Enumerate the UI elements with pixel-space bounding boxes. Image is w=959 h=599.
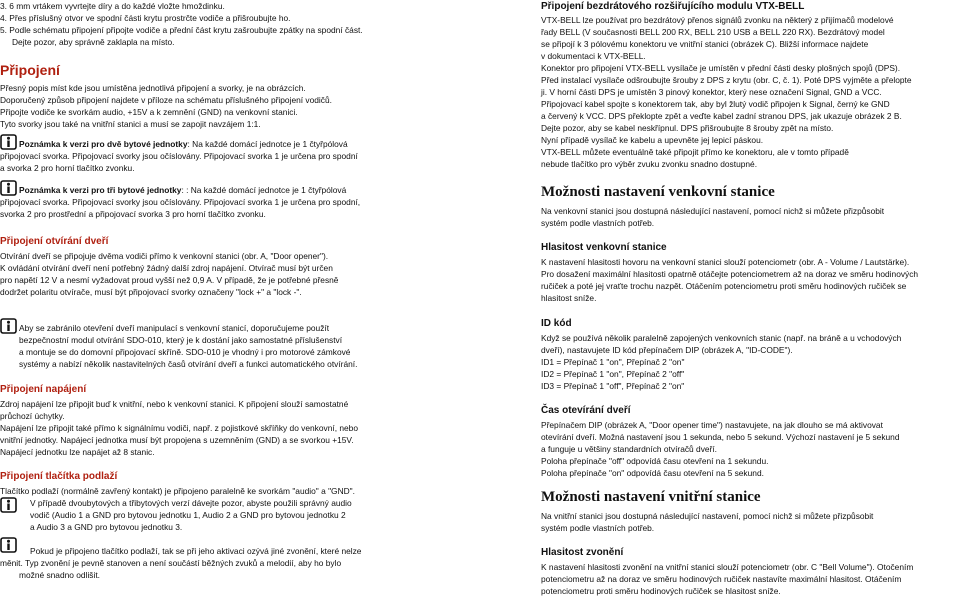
text-line: se připojí k 3 pólovému konektoru ve vnitřní stanici (obrázek C). Bližší informace najdete: [541, 39, 869, 49]
note-line: Pokud je připojeno tlačítko podlaží, tak se při jeho aktivaci ozývá jiné zvonění, které nelze: [30, 546, 362, 556]
text-line: systém podle vlastních potřeb.: [541, 218, 655, 228]
note-sdo: [0, 322, 523, 370]
text-line: K ovládání otvírání dveří není potřebný žádný další zdroj napájení. Otvírač musí být určen: [0, 263, 333, 273]
text-line: Pro dosažení maximální hlasitosti opatrně otáčejte potenciometrem až na doraz ve směru hodinových: [541, 269, 919, 279]
note-line: připojovací svorka. Připojovací svorky jsou očíslovány. Připojovací svorka 1 je určena pro spodní: [0, 151, 358, 161]
id-code-paragraph: [541, 332, 959, 392]
text-line: Na venkovní stanici jsou dostupná následující nastavení, pomocí nichž si můžete přizpůsobit: [541, 206, 885, 216]
info-icon: [0, 497, 17, 513]
text-line: Otvírání dveří se připojuje dvěma vodiči přímo k venkovní stanici (obr. A, "Door opener").: [0, 251, 329, 261]
text-line: pro napětí 12 V a nesmí vyžadovat proud vyšší než 0,9 A. V případě, že je potřebné přesně: [0, 275, 339, 285]
text-line: dveří), nastavujete ID kód přepínačem DIP (obrázek A, "ID-CODE").: [541, 345, 793, 355]
text-line: systém podle vlastních potřeb.: [541, 523, 655, 533]
bell-volume-paragraph: [541, 561, 959, 597]
section-heading-power: Připojení napájení: [0, 384, 87, 395]
note-line: a montuje se do domovní připojovací skříně. SDO-010 je vhodný i pro motorové zámkové: [19, 347, 351, 357]
note-title: Poznámka k verzi pro dvě bytové jednotky: [19, 139, 188, 149]
text-line: Když se používá několik paralelně zapojených venkovních stanic (např. na bráně a u vchodových: [541, 333, 902, 343]
vtx-paragraph: [541, 14, 959, 170]
text-line: Připojovací kabel spojte s konektorem tak, aby byl žlutý vodič připojen k Signal, černý ke GND: [541, 99, 890, 109]
text-line: Tyto svorky jsou také na vnitřní stanici a musí se zapojit navzájem 1:1.: [0, 119, 261, 129]
text-line: ID2 = Přepínač 1 "on", Přepínač 2 "off": [541, 369, 685, 379]
section-heading-outdoor-volume: Hlasitost venkovní stanice: [541, 242, 667, 253]
text-line: K nastavení hlasitosti hovoru na venkovní stanici slouží potenciometr (obr. A - Volume / Lautstärke).: [541, 257, 910, 267]
note-line: měnit. Typ zvonění je pevně stanoven a není součástí běžných zvuků a melodií, aby ho bylo: [0, 558, 342, 568]
text-line: V případě dvoubytových a třibytových verzí dávejte pozor, abyste použili správný audio: [30, 498, 352, 508]
text-line: Přesný popis míst kde jsou umístěna jednotlivá připojení a svorky, je na obrázcích.: [0, 83, 306, 93]
pripojeni-paragraph: [0, 82, 523, 130]
text-line: Připojte vodiče ke svorkám audio, +15V a k zemnění (GND) na venkovní stanici.: [0, 107, 298, 117]
section-heading-id-code: ID kód: [541, 318, 572, 329]
note-title: Poznámka k verzi pro tři bytové jednotky: [19, 185, 182, 195]
note-line: a svorka 2 pro horní tlačítko zvonku.: [0, 163, 135, 173]
text-line: potenciometru proti směru hodinových ručiček se hlasitost sníže.: [541, 586, 781, 596]
text-line: řady BELL (V současnosti BELL 200 RX, BELL 210 USB a BELL 220 RX). Bezdrátový model: [541, 27, 885, 37]
section-heading-outdoor-settings: Možnosti nastavení venkovní stanice: [541, 184, 775, 200]
note-three-units: [0, 184, 523, 220]
note-line: systémy a nabízí několik nastavitelných časů otvírání dveří a funkci automatického otvírání.: [19, 359, 358, 369]
text-line: ID3 = Přepínač 1 "off", Přepínač 2 "on": [541, 381, 685, 391]
text-line: Poloha přepínače "on" odpovídá času otevření na 5 sekund.: [541, 468, 764, 478]
text-line: průchozí úchytky.: [0, 411, 65, 421]
text-line: nebude tlačítko pro výběr zvuku zvonku snadno dostupné.: [541, 159, 758, 169]
text-line: vnitřní jednotky. Napájecí jednotka musí být propojena s uzemněním (GND) a se svorkou +15V.: [0, 435, 354, 445]
text-line: potenciometru až na doraz ve směru hodinových ručiček nastavíte maximální hlasitost. Otáčením: [541, 574, 902, 584]
note-line: [0, 184, 523, 196]
outdoor-volume-paragraph: [541, 256, 959, 304]
text-line: Napájení lze připojit také přímo k signálnímu vodiči, např. z pojistkové skříňky do venkovní, nebo: [0, 423, 358, 433]
text-line: Tlačítko podlaží (normálně zavřený kontakt) je připojeno paralelně ke svorkám "audio" a "GND".: [0, 486, 355, 496]
list-item: 5. Podle schématu připojení připojte vodiče a přední část krytu zašroubujte zpátky na spodní část.: [0, 25, 363, 35]
note-line: svorka 2 pro prostřední a připojovací svorka 3 pro horní tlačítko zvonku.: [0, 209, 266, 219]
info-icon: [0, 537, 17, 553]
text-line: Před instalací vysílače odšroubujte šrouby z DPS z krytu (obr. C, č. 1). Poté DPS vyjměte a přeloptе: [541, 75, 912, 85]
text-line: Poloha přepínače "off" odpovídá času otevření na 1 sekundu.: [541, 456, 769, 466]
text-line: K nastavení hlasitosti zvonění na vnitřní stanici slouží potenciometr (obr. C "Bell Volume"). Otočením: [541, 562, 914, 572]
section-heading-vtx: Připojení bezdrátového rozšiřujícího modulu VTX-BELL: [541, 1, 805, 12]
note-text: Aby se zabránilo otevření dveří manipulací s venkovní stanicí, doporučujeme použít: [19, 323, 330, 333]
note-text: : : Na každé domácí jednotce je 1 čtyřpólová: [181, 185, 347, 195]
door-paragraph: [0, 250, 523, 298]
text-line: otevírání dveří. Možná nastavení jsou 1 sekunda, nebo 5 sekund. Výchozí nastavení je 5 sekund: [541, 432, 900, 442]
text-line: vodič (Audio 1 a GND pro bytovou jednotku 1, Audio 2 a GND pro bytovou jednotku 2: [30, 510, 346, 520]
section-heading-indoor-settings: Možnosti nastavení vnitřní stanice: [541, 489, 761, 505]
list-item: 4. Přes příslušný otvor ve spodní části krytu prostrčte vodiče a přišroubujte ho.: [0, 13, 291, 23]
list-item: 3. 6 mm vrtákem vyvrtejte díry a do každé vložte hmoždinku.: [0, 1, 225, 11]
text-line: Doporučený způsob připojení najdete v příloze na schématu příslušného připojení vodičů.: [0, 95, 332, 105]
note-two-units: [0, 138, 523, 174]
text-line: Dejte pozor, aby se kabel neskřípnul. DPS přišroubujte 8 šrouby zpět na místo.: [541, 123, 834, 133]
indoor-settings-paragraph: [541, 510, 959, 534]
note-floor-ring-cont: [0, 557, 523, 581]
text-line: VTX-BELL můžete eventuálně také připojit přímo ke konektoru, ale v tomto případě: [541, 147, 849, 157]
info-icon: [0, 180, 17, 196]
floor-button-paragraph: [0, 485, 523, 497]
text-line: ji. V horní části DPS je umístěn 3 pinový konektor, který nese označení Signal, GND a VCC.: [541, 87, 882, 97]
note-line: možné snadno odlišit.: [19, 570, 101, 580]
info-icon: [0, 134, 17, 150]
note-line: připojovací svorka. Připojovací svorky jsou očíslovány. Připojovací svorka 1 je určena pro spodní,: [0, 197, 361, 207]
section-heading-bell-volume: Hlasitost zvonění: [541, 547, 624, 558]
text-line: ručiček a poté jej vraťte trochu nazpět. Otáčením potenciometru proti směru hodinových ručiček se: [541, 281, 907, 291]
text-line: VTX-BELL lze používat pro bezdrátový přenos signálů zvonku na některý z přijímačů modelové: [541, 15, 894, 25]
note-line: [0, 322, 523, 334]
install-steps-list: [0, 0, 523, 48]
info-icon: [0, 318, 17, 334]
text-line: Konektor pro připojení VTX-BELL vysílače je umístěn v přední části desky plošných spojů (DPS).: [541, 63, 901, 73]
text-line: hlasitost sníže.: [541, 293, 597, 303]
note-line: bezpečnostní modul otvírání SDO-010, který je k dostání jako samostatné příslušenství: [19, 335, 343, 345]
note-line: [0, 138, 523, 150]
section-heading-door: Připojení otvírání dveří: [0, 236, 109, 247]
text-line: Napájecí jednotku lze napájet až 8 stanic.: [0, 447, 155, 457]
text-line: v dokumentaci k VTX-BELL.: [541, 51, 646, 61]
floor-button-indent: [0, 497, 523, 533]
text-line: dodržet polaritu otvírače, musí být připojovací svorky označeny "lock +" a "lock -".: [0, 287, 302, 297]
text-line: Nyní případě vysílač ke kabelu a upevněte jej lepicí páskou.: [541, 135, 764, 145]
section-heading-floor-button: Připojení tlačítka podlaží: [0, 471, 118, 482]
section-heading-pripojeni: Připojení: [0, 62, 60, 78]
text-line: a červený k VCC. DPS překlopte zpět a veďte kabel zadní stranou DPS, jak ukazuje obrázek 2 B.: [541, 111, 902, 121]
text-line: Přepínačem DIP (obrázek A, "Door opener time") nastavujete, na jak dlouho se má aktivovat: [541, 420, 883, 430]
section-heading-door-time: Čas otevírání dveří: [541, 405, 631, 416]
note-text: : Na každé domácí jednotce je 1 čtyřpólová: [187, 139, 348, 149]
text-line: a Audio 3 a GND pro bytovou jednotku 3.: [30, 522, 183, 532]
note-floor-ring: [0, 545, 523, 557]
text-line: ID1 = Přepínač 1 "on", Přepínač 2 "on": [541, 357, 685, 367]
list-item: Dejte pozor, aby správně zaklapla na místo.: [12, 37, 175, 47]
power-paragraph: [0, 398, 523, 458]
door-time-paragraph: [541, 419, 959, 479]
text-line: a funguje u většiny standardních otvíračů dveří.: [541, 444, 717, 454]
outdoor-settings-paragraph: [541, 205, 959, 229]
text-line: Zdroj napájení lze připojit buď k vnitřní, nebo k venkovní stanici. K připojení slouží samostatné: [0, 399, 349, 409]
text-line: Na vnitřní stanici jsou dostupná následující nastavení, pomocí nichž si můžete přizpůsobit: [541, 511, 874, 521]
